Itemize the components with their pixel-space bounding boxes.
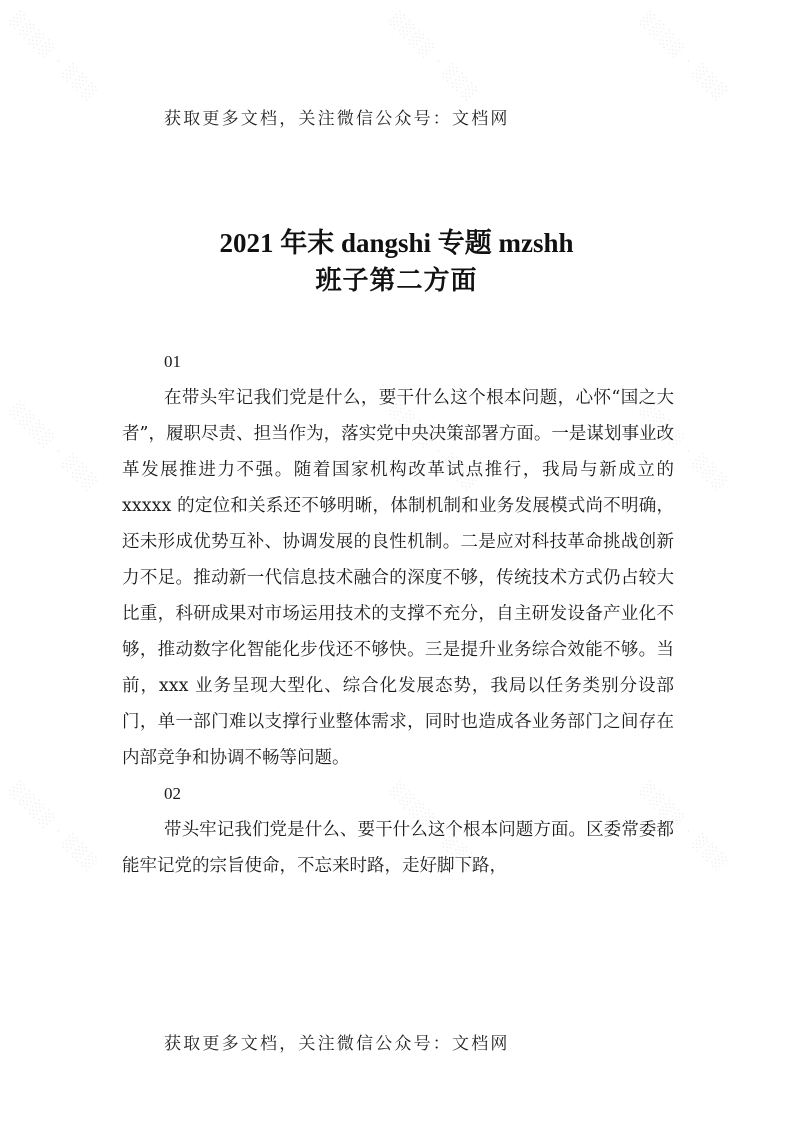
page-footer: 获取更多文档，关注微信公众号：文档网 bbox=[164, 1034, 510, 1054]
page-header: 获取更多文档，关注微信公众号：文档网 bbox=[164, 109, 510, 129]
watermark: ░░░░ · ░░░ bbox=[387, 10, 482, 105]
paragraph: 带头牢记我们党是什么、要干什么这个根本问题方面。区委常委都能牢记党的宗旨使命，不忘来时路，走好脚下路， bbox=[122, 820, 674, 876]
document-body bbox=[122, 344, 674, 884]
watermark: ░░░░ · ░░░ bbox=[387, 400, 482, 495]
watermark: ░░░░ · ░░░ bbox=[7, 10, 102, 105]
paragraph: 在带头牢记我们党是什么，要干什么这个根本问题，心怀“国之大者”，履职尽责、担当作为，落实党中央决策部署方面。一是谋划事业改革发展推进力不强。随着国家机构改革试点推行，我局与新成立的 xxxxx 的定位和关系还不够明晰，体制机制和业务发展模式尚不明确，还未形成优势互补、协调发展的良性机制。二是应对科技革命挑战创新力不足。推动新一代信息技术融合的深度不够，传统技术方式仍占较大比重，科研成果对市场运用技术的支撑不充分，自主研发设备产业化不够，推动数字化智能化步伐还不够快。三是提升业务综合效能不够。当前，xxx 业务呈现大型化、综合化发展态势，我局以任务类别分设部门，单一部门难以支撑行业整体需求，同时也造成各业务部门之间存在内部竞争和协调不畅等问题。 bbox=[122, 388, 674, 768]
watermark: ░░░░ · ░░░ bbox=[7, 400, 102, 495]
document-title-line-2: 班子第二方面 bbox=[315, 266, 478, 296]
watermark: ░░░░ · ░░░ bbox=[7, 780, 102, 875]
watermark: ░░░░ · ░░░ bbox=[637, 400, 732, 495]
watermark: ░░░░ · ░░░ bbox=[387, 780, 482, 875]
document-title-line-1: 2021 年末 dangshi 专题 mzshh bbox=[219, 228, 574, 258]
section-number: 02 bbox=[164, 784, 181, 803]
section-number: 01 bbox=[164, 352, 181, 371]
watermark: ░░░░ · ░░░ bbox=[637, 780, 732, 875]
watermark: ░░░░ · ░░░ bbox=[637, 10, 732, 105]
